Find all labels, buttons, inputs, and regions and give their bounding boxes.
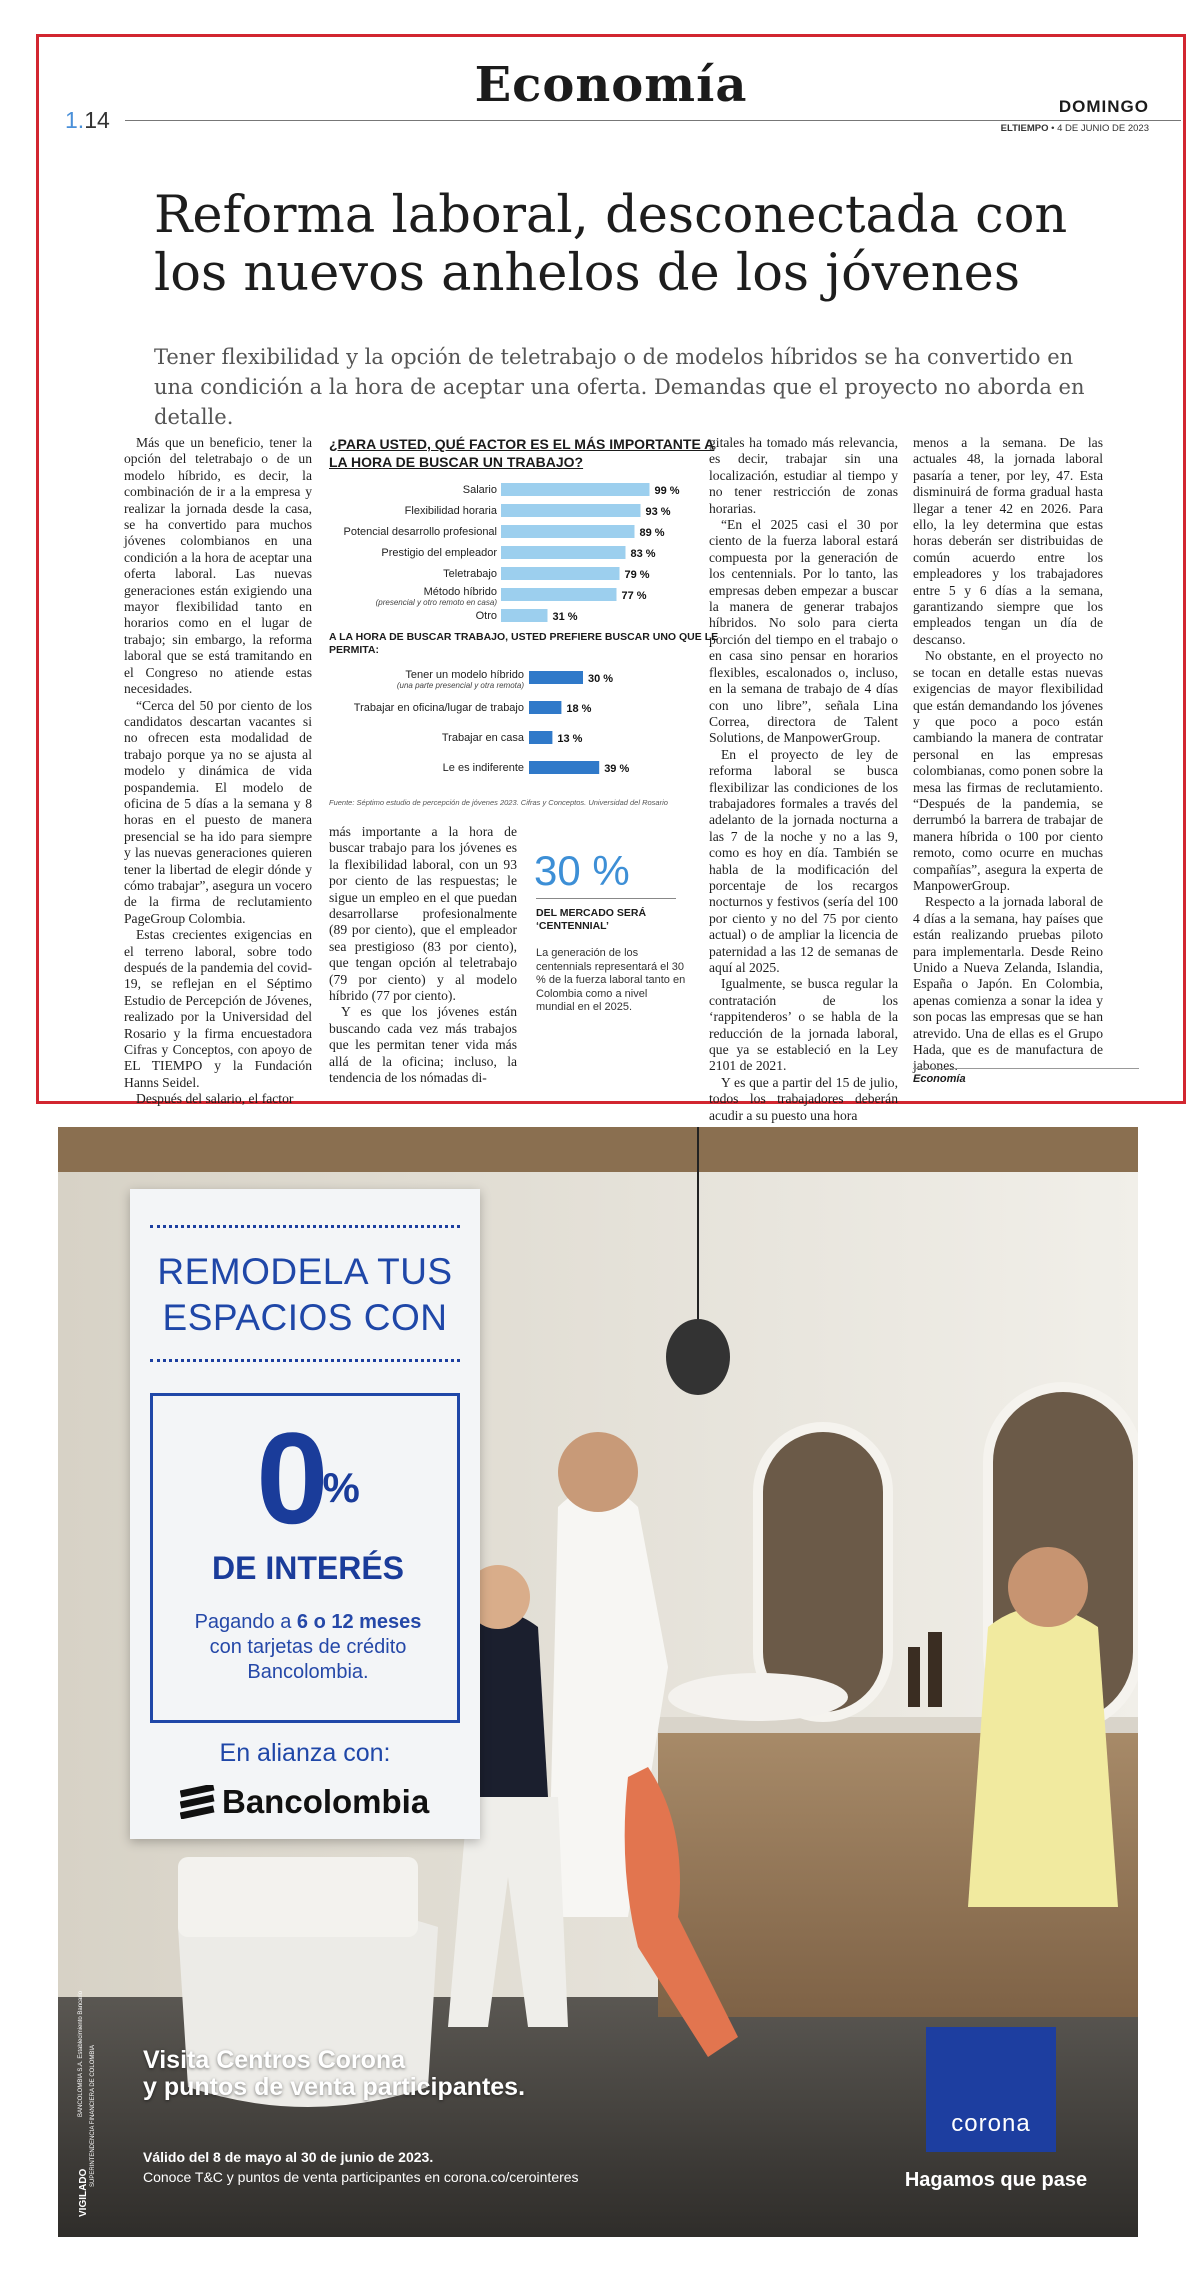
paragraph: Y es que los jóvenes están buscando cada vez más trabajos que les permitan tener vida más allá de la oficina; incluso, la tendencia de los nómadas di- xyxy=(329,1004,517,1086)
paragraph: gitales ha tomado más relevancia, es decir, trabajar sin una localización, estudiar al tiempo y no tener restricción de zonas horarias. xyxy=(709,435,898,516)
validity-terms xyxy=(143,2147,579,2187)
paragraph: No obstante, en el proyecto no se tocan en detalle estas nuevas exigencias de mayor flexibilidad que están demandando los jóvenes y que poco a poco están cambiando la manera de contratar personal en las empresas colombianas, como ponen sobre la mesa las firmas de reclutamiento. “Después de la pandemia, se derrumbó la barrera de trabajar de manera híbrida o 100 por ciento remoto, como ocurre en muchas compañías”, asegura la experta de ManpowerGroup. xyxy=(913,648,1103,893)
headline: Reforma laboral, desconectada con los nuevos anhelos de los jóvenes xyxy=(154,186,1068,303)
category-label: Potencial desarrollo profesional xyxy=(343,526,497,538)
paragraph: Más que un beneficio, tener la opción del teletrabajo o de un modelo híbrido, es decir, la combinación de ir a la empresa y realizar la jornada desde la casa, se ha convertido para muchos jóvenes colombianos en una condición a la hora de aceptar una oferta laboral. Las nuevas generaciones están exigiendo una mayor flexibilidad tanto en horarios como en el lugar de trabajo; sin embargo, la reforma laboral que se está tramitando en el Congreso no atiende estas necesidades. xyxy=(124,435,312,697)
vigilado-label: VIGILADO xyxy=(78,2168,89,2217)
value-label: 18 % xyxy=(566,703,592,715)
interest-rate-symbol: % xyxy=(322,1464,360,1511)
pendant-lamp xyxy=(666,1319,730,1395)
article-column-4 xyxy=(913,435,1103,1075)
bancolombia-wordmark: Bancolombia xyxy=(222,1783,430,1820)
paragraph: Y es que a partir del 15 de julio, todos los trabajadores deberán acudir a su puesto una hora xyxy=(709,1074,898,1123)
alliance-label: En alianza con: xyxy=(219,1739,391,1767)
pull-quote-text: La generación de los centennials representará el 30 % de la fuerza laboral tanto en Colombia como a nivel mundial en el 2025. xyxy=(536,947,686,1014)
visit-line-1: Visita Centros Corona xyxy=(143,2046,406,2074)
subheadline: Tener flexibilidad y la opción de teletrabajo o de modelos híbridos se ha convertido en una condición a la hora de aceptar una oferta. Demandas que el proyecto no aborda en detalle. xyxy=(154,345,1085,429)
category-label: Método híbrido xyxy=(423,586,497,598)
paragraph: Respecto a la jornada laboral de 4 días a la semana, hay países que están realizando pruebas piloto para implementarla. Desde Reino Unido a Nueva Zelanda, Islandia, España o Japón. En Colombia, apenas comienza a sonar la idea y son pocas las empresas que se han atrevido. Una de ellas es el Grupo Hada, que es de manufactura de jabones. xyxy=(913,894,1103,1074)
article-signature: Economía xyxy=(913,1073,966,1085)
value-label: 79 % xyxy=(624,569,650,581)
section-title: Economía xyxy=(474,57,748,113)
page-number-value: 14 xyxy=(84,107,110,133)
value-label: 99 % xyxy=(654,485,680,497)
paragraph: menos a la semana. De las actuales 48, la jornada laboral pasaría a tener, por ley, 47. Esta disminuirá de forma gradual hasta llegar a tener 42 en 2026. Para ello, la ley determina que estas horas deberán ser distribuidas de común acuerdo entre los empleadores y los trabajadores entre 5 y 6 días a la semana, garantizando siempre que los empleados tengan un día de descanso. xyxy=(913,435,1103,647)
bar xyxy=(529,671,583,684)
chart-1-plot xyxy=(329,479,729,629)
category-label: Le es indiferente xyxy=(442,762,524,774)
paragraph: “En el 2025 casi el 30 por ciento de la fuerza laboral estará compuesta por la generación de los centennials. Por lo tanto, las empresas deben empezar a buscar la manera de generar trabajos híbridos. No solo para cierta porción del tiempo en el trabajo o en casa sino pensar en horarios flexibles, escalonados o, incluso, en la semana de trabajo de 4 días con uno libre”, señala Lina Correa, directora de Talent Solutions, de ManpowerGroup. xyxy=(709,517,898,746)
chart-2-plot xyxy=(329,667,729,795)
paragraph: más importante a la hora de buscar trabajo para los jóvenes es la flexibilidad laboral, con un 93 por ciento de las respuestas; le sigue un empleo en el que puedan desarrollarse profesionalmente (89 por ciento), que el empleador sea prestigioso (83 por ciento), que tengan opción al teletrabajo (79 por ciento) y al modelo híbrido (77 por ciento). xyxy=(329,824,517,1004)
value-label: 77 % xyxy=(621,590,647,602)
paragraph: En el proyecto de ley de reforma laboral se busca flexibilizar las condiciones de los trabajadores formales a través del adelanto de la jornada nocturna a las 7 de la noche y no a las 9, como es hoy en día. También se habla de la modificación del porcentaje de los recargos nocturnos y festivos (sería del 100 por ciento y no del 75 por ciento actual) o de ampliar la licencia de paternidad a las 12 de semanas de aquí al 2025. xyxy=(709,746,898,975)
superintendencia-label: SUPERINTENDENCIA FINANCIERA DE COLOMBIA xyxy=(90,2044,96,2187)
validity-dates xyxy=(143,2147,579,2167)
article-column-2 xyxy=(329,824,517,1087)
woman-head xyxy=(1008,1547,1088,1627)
payment-terms-line-2: con tarjetas de crédito xyxy=(209,1636,407,1658)
bar xyxy=(501,525,635,538)
pull-quote-heading: DEL MERCADO SERÁ ‘CENTENNIAL’ xyxy=(536,907,647,932)
value-label: 89 % xyxy=(639,527,665,539)
corona-advertisement[interactable] xyxy=(58,1127,1138,2237)
category-label: Prestigio del empleador xyxy=(381,547,497,559)
bancolombia-logo xyxy=(170,1779,440,1825)
article-column-3 xyxy=(709,435,898,1124)
category-label: Teletrabajo xyxy=(443,568,497,580)
bar xyxy=(529,731,552,744)
day-label: DOMINGO xyxy=(1058,97,1149,116)
interest-rate-value: 0 xyxy=(256,1405,329,1551)
payment-terms-pre: Pagando a xyxy=(194,1611,297,1633)
value-label: 39 % xyxy=(604,763,630,775)
interest-rate xyxy=(153,1405,463,1551)
promo-headline-line-1: REMODELA TUS xyxy=(157,1251,453,1292)
value-label: 93 % xyxy=(645,506,671,518)
article-frame xyxy=(36,34,1186,1123)
woman-figure xyxy=(968,1607,1118,1907)
chart-2-title: A LA HORA DE BUSCAR TRABAJO, USTED PREFIERE BUSCAR UNO QUE LE PERMITA: xyxy=(329,631,719,656)
payment-terms-line-1 xyxy=(163,1610,453,1635)
sink xyxy=(668,1673,848,1721)
validity-dates-text: Válido del 8 de mayo al 30 de junio de 2023. xyxy=(143,2149,434,2165)
value-label: 83 % xyxy=(630,548,656,560)
promo-headline-line-2: ESPACIOS CON xyxy=(162,1297,448,1338)
dotted-divider xyxy=(150,1225,460,1228)
bar xyxy=(501,588,617,601)
pull-quote-number: 30 % xyxy=(534,847,630,894)
payment-terms-line-3: Bancolombia. xyxy=(247,1661,369,1683)
mirror-left xyxy=(758,1427,888,1717)
bar xyxy=(529,701,561,714)
ceiling-wood xyxy=(58,1127,1138,1172)
soap-bottle xyxy=(928,1632,942,1707)
bar xyxy=(501,567,620,580)
value-label: 31 % xyxy=(552,611,578,623)
corona-slogan: Hagamos que pase xyxy=(904,2169,1088,2191)
soap-bottle xyxy=(908,1647,920,1707)
bar xyxy=(529,761,599,774)
bar xyxy=(501,483,650,496)
chart-infographic xyxy=(329,435,729,813)
category-label: Flexibilidad horaria xyxy=(404,505,497,517)
category-label: Otro xyxy=(475,610,497,622)
category-label: Trabajar en casa xyxy=(441,732,524,744)
paragraph: “Cerca del 50 por ciento de los candidatos descartan vacantes si no ofrecen esta modalidad de trabajo porque ya no se ajusta al modelo y dinámica de vida pospandemia. El modelo de oficina de 5 días a la semana y 8 horas en el puesto de manera presencial se ha ido para siempre y las nuevas generaciones quieren tener la libertad de elegir dónde y cómo trabajar”, asegura un vocero de la firma de reclutamiento PageGroup Colombia. xyxy=(124,697,312,926)
bar xyxy=(501,609,548,622)
value-label: 30 % xyxy=(588,673,614,685)
category-label: Salario xyxy=(462,484,497,496)
paragraph: Igualmente, se busca regular la contratación de los ‘rappitenderos’ o se habla de la reducción de la jornada laboral, que ya se estableció en la Ley 2101 de 2021. xyxy=(709,976,898,1074)
category-note: (presencial y otro remoto en casa) xyxy=(375,598,497,607)
toilet-tank xyxy=(178,1857,418,1937)
interest-label: DE INTERÉS xyxy=(211,1550,405,1586)
paper-name: ELTIEMPO xyxy=(1000,123,1049,134)
paragraph: Después del salario, el factor xyxy=(136,1091,294,1107)
payment-terms-months: 6 o 12 meses xyxy=(296,1611,422,1633)
regulatory-notice xyxy=(78,1990,98,2217)
dateline xyxy=(1001,123,1149,134)
signature-rule xyxy=(913,1068,1139,1069)
category-label: Tener un modelo híbrido xyxy=(405,669,524,681)
chart-1-title-text: ¿PARA USTED, QUÉ FACTOR ES EL MÁS IMPORTANTE A LA HORA DE BUSCAR UN TRABAJO? xyxy=(329,436,715,470)
corona-wordmark: corona xyxy=(951,2110,1031,2137)
interest-offer-box xyxy=(150,1393,460,1723)
visit-line-2: y puntos de venta participantes. xyxy=(143,2073,526,2101)
bar xyxy=(501,504,641,517)
chart-1-title xyxy=(329,435,729,471)
paragraph: Estas crecientes exigencias en el terreno laboral, sobre todo después de la pandemia del covid-19, se reflejan en el Séptimo Estudio de Percepción de Jóvenes, realizado por la Universidad del Rosario y la firma encuestadora Cifras y Conceptos, con apoyo de EL TIEMPO y la Fundación Hanns Seidel. xyxy=(124,927,312,1090)
chart-source: Fuente: Séptimo estudio de percepción de jóvenes 2023. Cifras y Conceptos. Universidad del Rosario xyxy=(329,798,668,807)
header-rule xyxy=(125,120,1181,121)
payment-terms xyxy=(163,1610,453,1685)
promo-headline xyxy=(130,1249,480,1341)
corona-logo xyxy=(926,2027,1056,2152)
article-column-1 xyxy=(124,435,312,1108)
promo-card xyxy=(130,1189,480,1839)
value-label: 13 % xyxy=(557,733,583,745)
man-head xyxy=(558,1432,638,1512)
date: • 4 DE JUNIO DE 2023 xyxy=(1048,123,1149,134)
bar xyxy=(501,546,626,559)
visit-call-to-action xyxy=(143,2047,525,2101)
page-section-number: 1. xyxy=(65,107,85,133)
category-note: (una parte presencial y otra remota) xyxy=(396,681,524,690)
pull-quote-rule xyxy=(536,898,676,899)
category-label: Trabajar en oficina/lugar de trabajo xyxy=(353,702,524,714)
bancolombia-icon xyxy=(180,1785,216,1819)
page-number xyxy=(65,107,110,134)
terms-link-text: Conoce T&C y puntos de venta participantes en corona.co/cerointeres xyxy=(143,2169,579,2185)
bank-legal-text: BANCOLOMBIA S.A. Establecimiento Bancario xyxy=(78,1990,84,2117)
dotted-divider xyxy=(150,1359,460,1362)
